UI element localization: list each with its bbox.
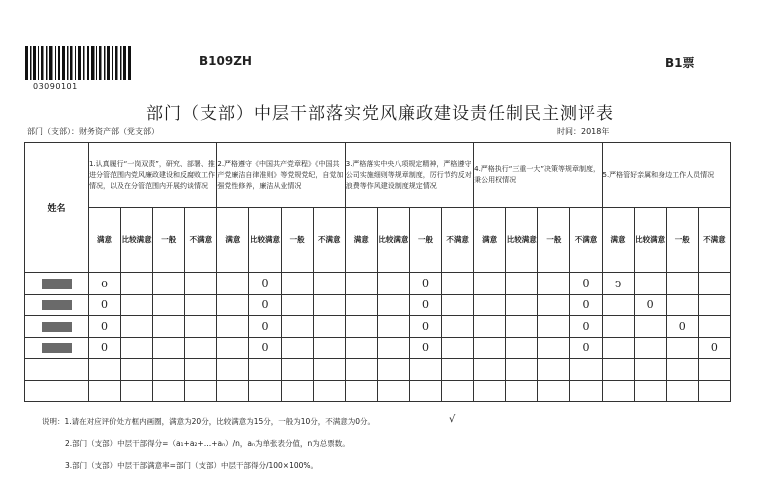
- rating-cell[interactable]: [698, 294, 730, 316]
- option-header: 满意: [89, 208, 121, 273]
- rating-cell[interactable]: o: [89, 273, 121, 295]
- rating-cell[interactable]: [185, 359, 217, 381]
- rating-cell[interactable]: [345, 316, 377, 338]
- rating-cell[interactable]: [153, 273, 185, 295]
- rating-cell[interactable]: [506, 294, 538, 316]
- rating-cell[interactable]: [121, 359, 153, 381]
- rating-cell[interactable]: [121, 337, 153, 359]
- rating-cell[interactable]: [153, 316, 185, 338]
- option-header: 一般: [281, 208, 313, 273]
- table-row: [25, 294, 731, 316]
- rating-cell[interactable]: [409, 359, 441, 381]
- rating-cell[interactable]: [666, 337, 698, 359]
- rating-cell[interactable]: [570, 380, 602, 402]
- rating-cell[interactable]: [506, 359, 538, 381]
- name-cell: [25, 273, 89, 295]
- rating-cell[interactable]: [377, 359, 409, 381]
- option-header: 比较满意: [377, 208, 409, 273]
- rating-cell[interactable]: [666, 273, 698, 295]
- rating-cell[interactable]: [153, 359, 185, 381]
- rating-cell[interactable]: [442, 359, 474, 381]
- name-cell: [25, 337, 89, 359]
- option-header: 一般: [666, 208, 698, 273]
- rating-cell[interactable]: 0: [570, 337, 602, 359]
- rating-cell[interactable]: [345, 380, 377, 402]
- rating-cell[interactable]: [474, 273, 506, 295]
- department-label: 部门（支部）：财务资产部（党支部）: [27, 127, 159, 136]
- rating-cell[interactable]: [185, 380, 217, 402]
- note-3: 3.部门（支部）中层干部满意率=部门（支部）中层干部得分/100×100%。: [65, 461, 319, 470]
- rating-cell[interactable]: [281, 316, 313, 338]
- rating-cell[interactable]: 0: [89, 316, 121, 338]
- rating-cell[interactable]: [217, 294, 249, 316]
- rating-cell[interactable]: [506, 380, 538, 402]
- rating-cell[interactable]: [602, 316, 634, 338]
- rating-cell[interactable]: 0: [409, 337, 441, 359]
- rating-cell[interactable]: [377, 316, 409, 338]
- option-header: 比较满意: [121, 208, 153, 273]
- rating-cell[interactable]: 0: [409, 273, 441, 295]
- table-row: [25, 337, 731, 359]
- rating-cell[interactable]: [153, 294, 185, 316]
- rating-cell[interactable]: [474, 337, 506, 359]
- rating-cell[interactable]: [666, 380, 698, 402]
- rating-cell[interactable]: [121, 294, 153, 316]
- time-label: 时间：2018年: [557, 127, 610, 136]
- criterion-header: 1.认真履行“一岗双责”，研究、部署、推进分管范围内党风廉政建设和反腐败工作情况，以及在分管范围内开展约谈情况: [89, 143, 217, 208]
- option-header: 不满意: [442, 208, 474, 273]
- rating-cell[interactable]: [217, 316, 249, 338]
- rating-cell[interactable]: [538, 316, 570, 338]
- rating-cell[interactable]: [634, 273, 666, 295]
- rating-cell[interactable]: [313, 273, 345, 295]
- rating-cell[interactable]: [442, 380, 474, 402]
- rating-cell[interactable]: [666, 294, 698, 316]
- rating-cell[interactable]: 0: [89, 294, 121, 316]
- option-header: 不满意: [313, 208, 345, 273]
- option-header: 满意: [217, 208, 249, 273]
- option-header: 满意: [474, 208, 506, 273]
- table-row: [25, 273, 731, 295]
- rating-cell[interactable]: 0: [89, 337, 121, 359]
- rating-cell[interactable]: 0: [570, 316, 602, 338]
- rating-cell[interactable]: [474, 316, 506, 338]
- rating-cell[interactable]: [570, 359, 602, 381]
- rating-cell[interactable]: [217, 337, 249, 359]
- option-header: 不满意: [698, 208, 730, 273]
- rating-cell[interactable]: [442, 316, 474, 338]
- rating-cell[interactable]: [217, 359, 249, 381]
- rating-cell[interactable]: [249, 359, 281, 381]
- rating-cell[interactable]: [634, 380, 666, 402]
- rating-cell[interactable]: 0: [249, 294, 281, 316]
- rating-cell[interactable]: [666, 359, 698, 381]
- rating-cell[interactable]: 0: [570, 294, 602, 316]
- rating-cell[interactable]: [538, 273, 570, 295]
- rating-cell[interactable]: [538, 294, 570, 316]
- rating-cell[interactable]: 0: [249, 273, 281, 295]
- option-header: 不满意: [570, 208, 602, 273]
- rating-cell[interactable]: [217, 380, 249, 402]
- rating-cell[interactable]: 0: [249, 337, 281, 359]
- option-header: 一般: [409, 208, 441, 273]
- rating-cell[interactable]: [89, 359, 121, 381]
- option-header: 一般: [153, 208, 185, 273]
- rating-cell[interactable]: [698, 273, 730, 295]
- name-cell: [25, 294, 89, 316]
- rating-cell[interactable]: [313, 359, 345, 381]
- rating-cell[interactable]: [442, 337, 474, 359]
- rating-cell[interactable]: [217, 273, 249, 295]
- rating-cell[interactable]: [153, 337, 185, 359]
- redacted-name: [42, 300, 72, 310]
- rating-cell[interactable]: [474, 294, 506, 316]
- rating-cell[interactable]: [602, 337, 634, 359]
- rating-cell[interactable]: [442, 294, 474, 316]
- rating-cell[interactable]: [345, 273, 377, 295]
- rating-cell[interactable]: [538, 380, 570, 402]
- rating-cell[interactable]: [442, 273, 474, 295]
- criterion-header: 4.严格执行“三重一大”决策等规章制度，秉公用权情况: [474, 143, 602, 208]
- rating-cell[interactable]: 0: [570, 273, 602, 295]
- rating-cell[interactable]: 0: [698, 337, 730, 359]
- name-cell: [25, 359, 89, 381]
- rating-cell[interactable]: [377, 294, 409, 316]
- rating-cell[interactable]: 0: [249, 316, 281, 338]
- rating-cell[interactable]: [377, 273, 409, 295]
- barcode-number: 03090101: [33, 82, 78, 91]
- rating-cell[interactable]: [185, 337, 217, 359]
- rating-cell[interactable]: [698, 359, 730, 381]
- rating-cell[interactable]: [634, 337, 666, 359]
- rating-cell[interactable]: [602, 294, 634, 316]
- rating-cell[interactable]: [121, 273, 153, 295]
- note-2: 2.部门（支部）中层干部得分=（a₁+a₂+…+aₙ）/n，aₙ为单张表分值，n为总票数。: [65, 439, 350, 448]
- barcode: [25, 46, 131, 80]
- rating-cell[interactable]: [185, 316, 217, 338]
- criterion-header: 2.严格遵守《中国共产党章程》《中国共产党廉洁自律准则》等党规党纪，自觉加强党性修养，廉洁从业情况: [217, 143, 345, 208]
- rating-cell[interactable]: [602, 380, 634, 402]
- rating-cell[interactable]: [538, 359, 570, 381]
- name-column-header: 姓名: [25, 143, 89, 273]
- rating-cell[interactable]: [281, 294, 313, 316]
- rating-cell[interactable]: [474, 380, 506, 402]
- rating-cell[interactable]: [634, 316, 666, 338]
- redacted-name: [42, 343, 72, 353]
- rating-cell[interactable]: [602, 359, 634, 381]
- evaluation-table: [24, 142, 731, 402]
- rating-cell[interactable]: [121, 380, 153, 402]
- option-header: 比较满意: [249, 208, 281, 273]
- rating-cell[interactable]: [506, 316, 538, 338]
- option-header: 满意: [345, 208, 377, 273]
- rating-cell[interactable]: [185, 273, 217, 295]
- rating-cell[interactable]: [281, 380, 313, 402]
- criterion-header: 3.严格落实中央八项规定精神，严格遵守公司实施细则等规章制度，厉行节约反对浪费等作风建设制度规定情况: [345, 143, 473, 208]
- option-header: 比较满意: [634, 208, 666, 273]
- rating-cell[interactable]: [281, 337, 313, 359]
- rating-cell[interactable]: 0: [409, 316, 441, 338]
- option-header: 一般: [538, 208, 570, 273]
- rating-cell[interactable]: [506, 273, 538, 295]
- rating-cell[interactable]: [121, 316, 153, 338]
- rating-cell[interactable]: [89, 380, 121, 402]
- rating-cell[interactable]: [313, 337, 345, 359]
- rating-cell[interactable]: [377, 380, 409, 402]
- redacted-name: [42, 322, 72, 332]
- rating-cell[interactable]: [634, 359, 666, 381]
- rating-cell[interactable]: [538, 337, 570, 359]
- rating-cell[interactable]: 0: [666, 316, 698, 338]
- rating-cell[interactable]: [377, 337, 409, 359]
- criterion-header: 5.严格管好亲属和身边工作人员情况: [602, 143, 730, 208]
- rating-cell[interactable]: [409, 380, 441, 402]
- ticket-label: B1票: [665, 56, 695, 70]
- form-title: 部门（支部）中层干部落实党风廉政建设责任制民主测评表: [146, 104, 614, 124]
- rating-cell[interactable]: [698, 380, 730, 402]
- rating-cell[interactable]: [345, 337, 377, 359]
- rating-cell[interactable]: [345, 359, 377, 381]
- rating-cell[interactable]: [506, 337, 538, 359]
- option-header: 不满意: [185, 208, 217, 273]
- table-row: [25, 359, 731, 381]
- form-code: B109ZH: [199, 54, 252, 68]
- check-mark: √: [449, 414, 456, 425]
- rating-cell[interactable]: [313, 380, 345, 402]
- name-cell: [25, 380, 89, 402]
- rating-cell[interactable]: [313, 294, 345, 316]
- rating-cell[interactable]: [345, 294, 377, 316]
- rating-cell[interactable]: [249, 380, 281, 402]
- table-row: [25, 380, 731, 402]
- rating-cell[interactable]: [281, 273, 313, 295]
- name-cell: [25, 316, 89, 338]
- rating-cell[interactable]: [313, 316, 345, 338]
- rating-cell[interactable]: [185, 294, 217, 316]
- rating-cell[interactable]: [698, 316, 730, 338]
- rating-cell[interactable]: 0: [634, 294, 666, 316]
- rating-cell[interactable]: [474, 359, 506, 381]
- note-1: 说明：1.请在对应评价处方框内画圈，满意为20分，比较满意为15分，一般为10分，不满意为0分。: [42, 417, 376, 426]
- rating-cell[interactable]: [281, 359, 313, 381]
- rating-cell[interactable]: ↄ: [602, 273, 634, 295]
- rating-cell[interactable]: [153, 380, 185, 402]
- option-header: 比较满意: [506, 208, 538, 273]
- table-row: [25, 316, 731, 338]
- rating-cell[interactable]: 0: [409, 294, 441, 316]
- redacted-name: [42, 279, 72, 289]
- option-header: 满意: [602, 208, 634, 273]
